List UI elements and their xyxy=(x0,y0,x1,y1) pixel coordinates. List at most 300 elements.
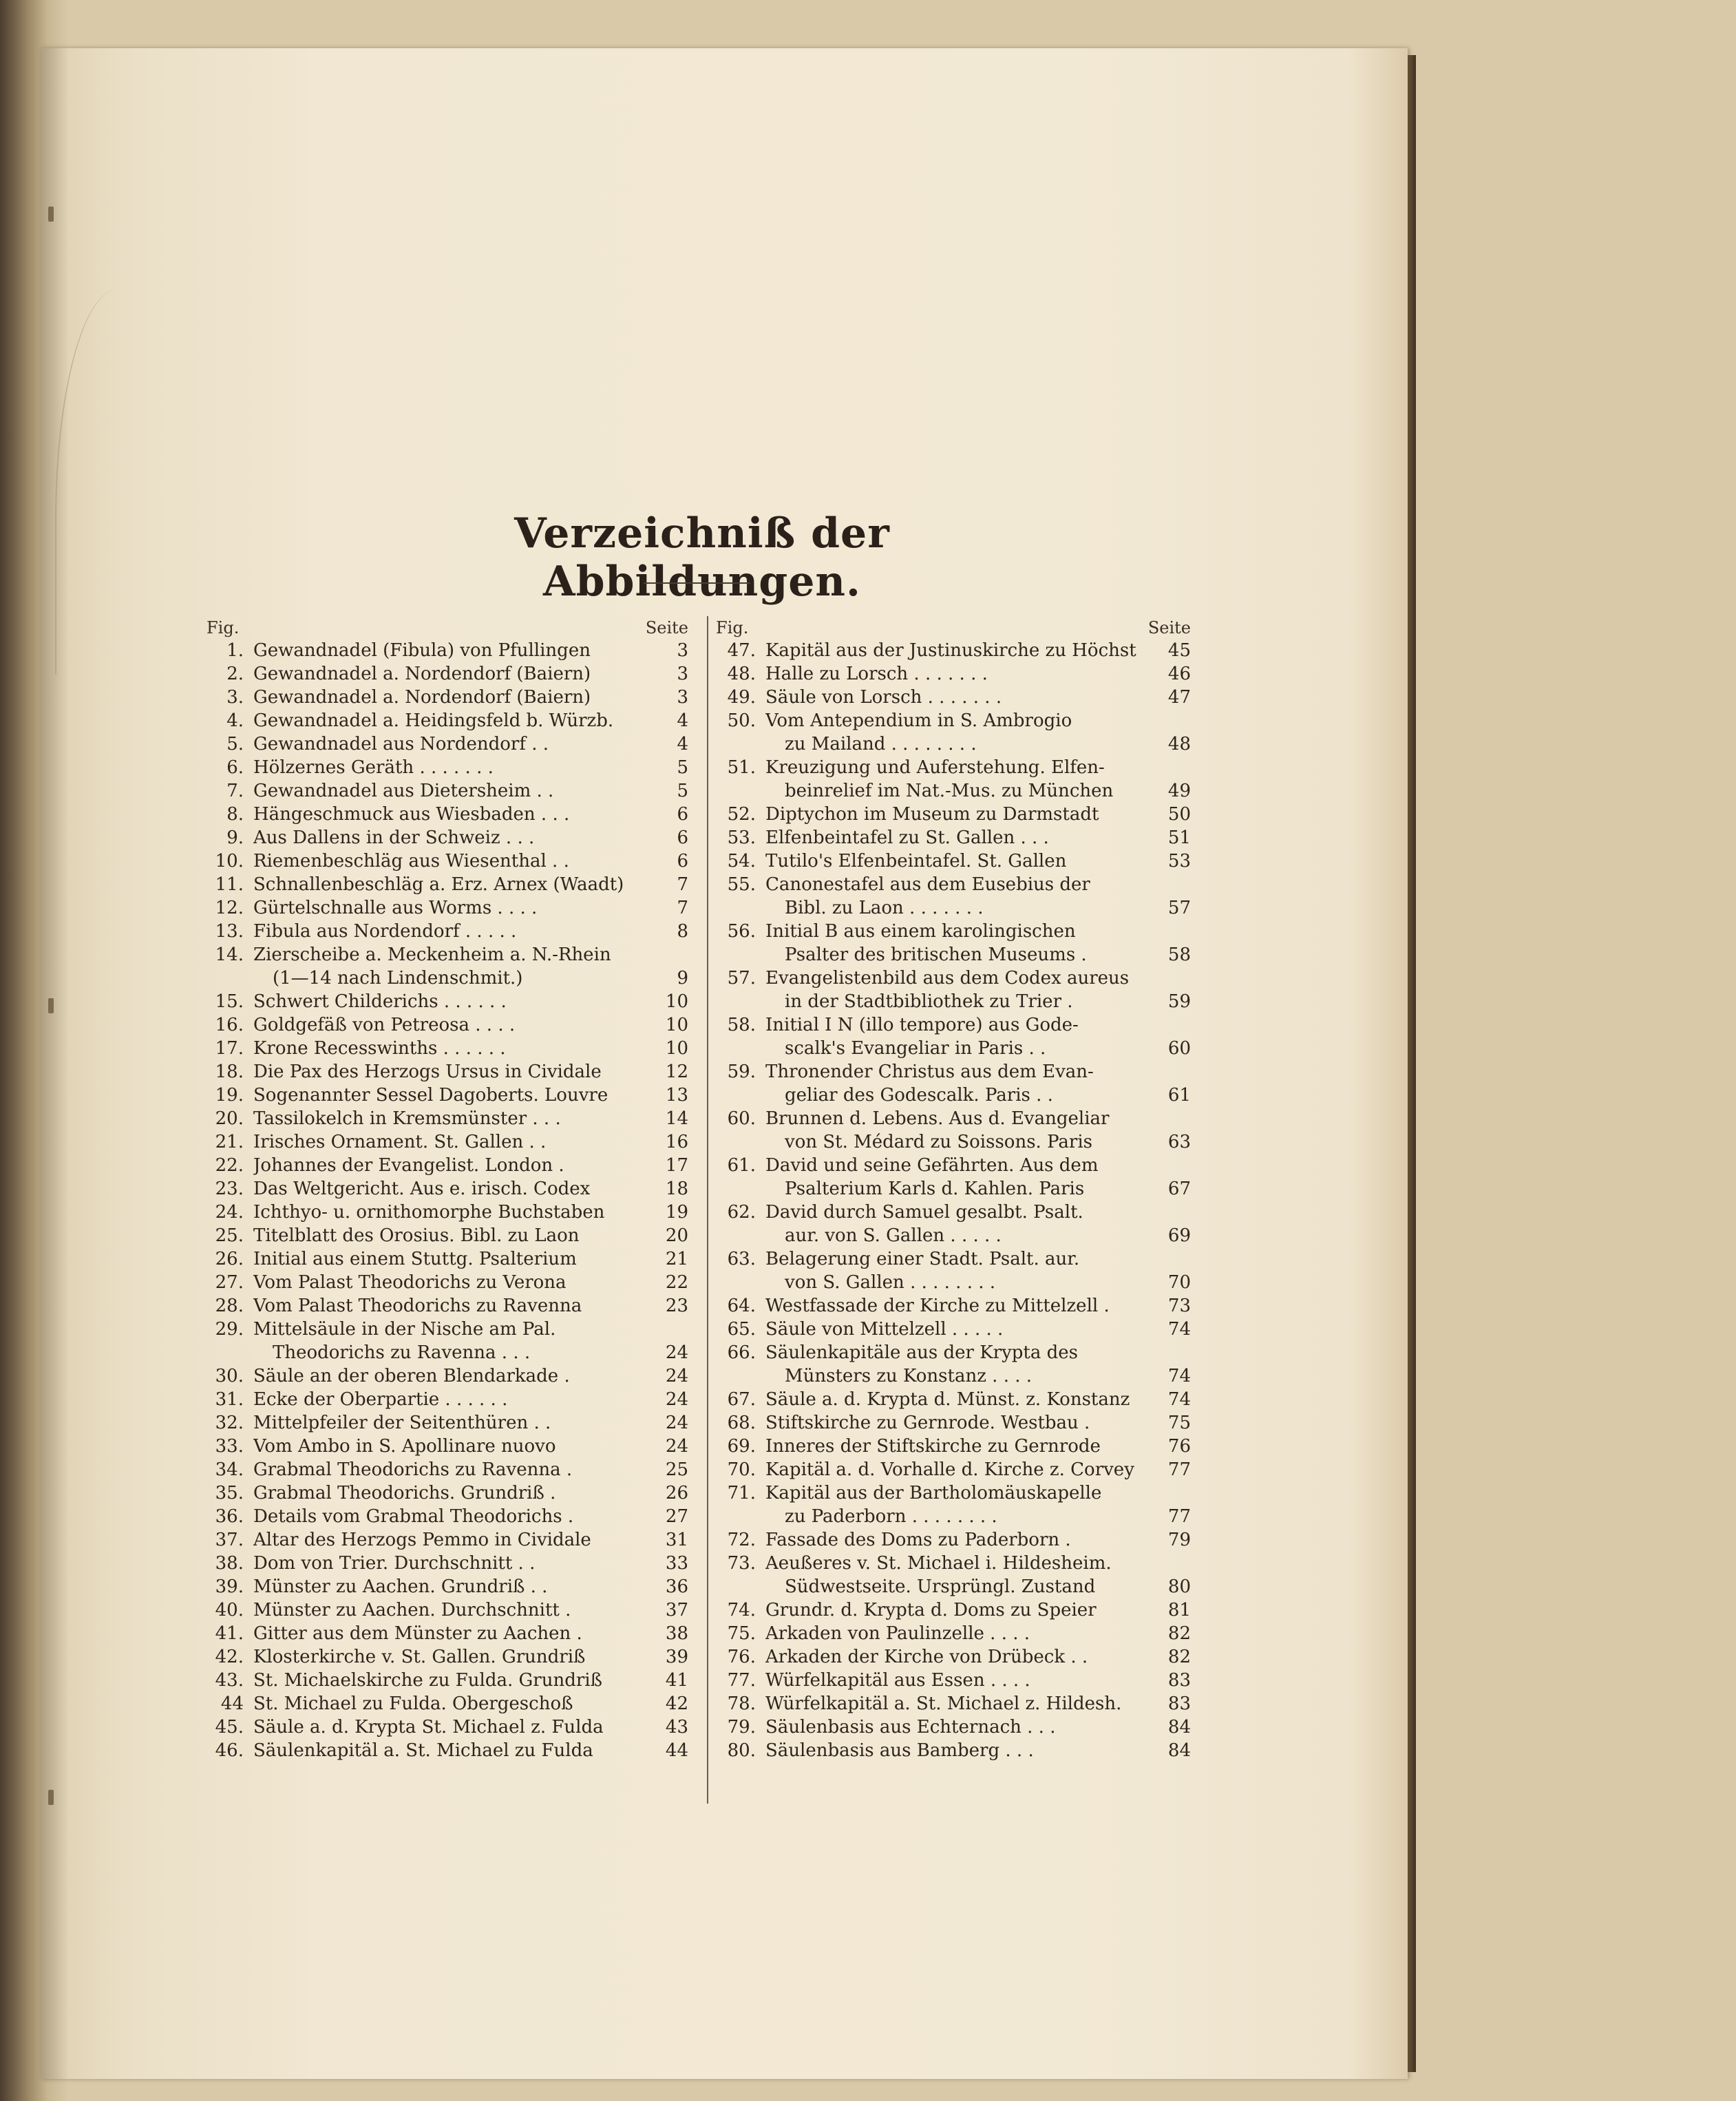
page-number: 3 xyxy=(677,640,688,661)
gutter-shadow xyxy=(41,48,69,2079)
page-number: 19 xyxy=(665,1202,688,1223)
figure-number: 26. xyxy=(215,1249,244,1269)
figure-entry xyxy=(716,1692,1191,1715)
page-number: 13 xyxy=(665,1085,688,1106)
figure-entry xyxy=(207,639,688,662)
page-number: 4 xyxy=(677,734,688,754)
figure-number: 33. xyxy=(215,1436,244,1457)
figure-number: 35. xyxy=(215,1483,244,1503)
page-number: 10 xyxy=(665,1038,688,1059)
figure-caption-line: in der Stadtbibliothek zu Trier . xyxy=(785,991,1073,1012)
figure-number: 67. xyxy=(727,1389,756,1410)
figure-entry xyxy=(716,1435,1191,1458)
figure-number: 1. xyxy=(226,640,244,661)
figure-caption-line: Vom Palast Theodorichs zu Ravenna xyxy=(253,1296,582,1316)
figure-caption-line: Bibl. zu Laon . . . . . . . xyxy=(785,898,984,918)
figure-caption-line: Fassade des Doms zu Paderborn . xyxy=(765,1530,1071,1550)
page-number: 16 xyxy=(665,1132,688,1152)
figure-caption-line: Psalterium Karls d. Kahlen. Paris xyxy=(785,1179,1085,1199)
figure-number: 20. xyxy=(215,1108,244,1129)
figure-number: 52. xyxy=(727,804,756,825)
figure-caption-line: Riemenbeschläg aus Wiesenthal . . xyxy=(253,851,569,872)
figure-caption-line: aur. von S. Gallen . . . . . xyxy=(785,1225,1002,1246)
figure-entry xyxy=(207,1458,688,1481)
figure-entry xyxy=(207,1622,688,1645)
page-title: Verzeichniß der Abbildungen. xyxy=(514,509,890,606)
figure-caption-line: Diptychon im Museum zu Darmstadt xyxy=(765,804,1099,825)
page-number: 42 xyxy=(665,1693,688,1714)
figure-entry xyxy=(207,1481,688,1505)
page-number: 63 xyxy=(1167,1132,1191,1152)
figure-number: 61. xyxy=(727,1155,756,1176)
figure-number: 57. xyxy=(727,968,756,989)
page-number: 36 xyxy=(665,1576,688,1597)
figure-number: 3. xyxy=(226,687,244,708)
figure-caption-line: Gewandnadel (Fibula) von Pfullingen xyxy=(253,640,591,661)
page-number: 82 xyxy=(1167,1647,1191,1667)
page-number: 81 xyxy=(1167,1600,1191,1620)
figure-number: 11. xyxy=(215,874,244,895)
figure-number: 42. xyxy=(215,1647,244,1667)
figure-entry xyxy=(207,1435,688,1458)
page-number: 51 xyxy=(1167,827,1191,848)
figure-number: 70. xyxy=(727,1459,756,1480)
figure-entry xyxy=(716,1318,1191,1341)
figure-caption-line: Canonestafel aus dem Eusebius der xyxy=(765,874,1090,895)
figure-caption-line: Münster zu Aachen. Grundriß . . xyxy=(253,1576,548,1597)
page-number: 69 xyxy=(1167,1225,1191,1246)
page-number: 6 xyxy=(677,827,688,848)
figure-entry xyxy=(207,1505,688,1528)
page-number: 80 xyxy=(1167,1576,1191,1597)
page-number: 10 xyxy=(665,991,688,1012)
figure-number: 41. xyxy=(215,1623,244,1644)
figure-caption-line: Goldgefäß von Petreosa . . . . xyxy=(253,1015,516,1035)
figure-caption-line: Ichthyo- u. ornithomorphe Buchstaben xyxy=(253,1202,605,1223)
figure-caption-line: Gitter aus dem Münster zu Aachen . xyxy=(253,1623,582,1644)
page-number: 43 xyxy=(665,1717,688,1738)
figure-entry xyxy=(716,1294,1191,1318)
binding-stitch xyxy=(48,1790,54,1805)
figure-entry xyxy=(207,1575,688,1598)
figure-caption-line: Arkaden der Kirche von Drübeck . . xyxy=(765,1647,1088,1667)
figure-number: 22. xyxy=(215,1155,244,1176)
figure-entry xyxy=(207,1013,688,1037)
page-number: 14 xyxy=(665,1108,688,1129)
figure-entry xyxy=(207,1247,688,1271)
figure-entry xyxy=(207,1060,688,1084)
page-number: 21 xyxy=(665,1249,688,1269)
figure-entry xyxy=(207,1271,688,1294)
page-number: 53 xyxy=(1167,851,1191,872)
page-number: 5 xyxy=(677,781,688,801)
figure-caption-line: Initial B aus einem karolingischen xyxy=(765,921,1076,942)
figure-number: 6. xyxy=(226,757,244,778)
figure-number: 76. xyxy=(727,1647,756,1667)
figure-number: 30. xyxy=(215,1366,244,1386)
figure-caption-line: Ecke der Oberpartie . . . . . . xyxy=(253,1389,508,1410)
figure-caption-line: St. Michaelskirche zu Fulda. Grundriß xyxy=(253,1670,602,1691)
figure-caption-line: Stiftskirche zu Gernrode. Westbau . xyxy=(765,1413,1090,1433)
page-number: 22 xyxy=(665,1272,688,1293)
figure-caption-line: St. Michael zu Fulda. Obergeschoß xyxy=(253,1693,573,1714)
page-number: 3 xyxy=(677,664,688,684)
page-number: 20 xyxy=(665,1225,688,1246)
figure-number: 73. xyxy=(727,1553,756,1574)
figure-entry xyxy=(207,1084,688,1107)
figure-caption-line: Grabmal Theodorichs. Grundriß . xyxy=(253,1483,556,1503)
figure-number: 31. xyxy=(215,1389,244,1410)
figure-number: 77. xyxy=(727,1670,756,1691)
figure-number: 34. xyxy=(215,1459,244,1480)
page-number: 70 xyxy=(1167,1272,1191,1293)
figure-caption-line: Das Weltgericht. Aus e. irisch. Codex xyxy=(253,1179,591,1199)
figure-entry xyxy=(207,732,688,756)
seite-header: Seite xyxy=(645,618,688,637)
figure-entry xyxy=(716,873,1191,920)
figure-caption-line: Arkaden von Paulinzelle . . . . xyxy=(765,1623,1030,1644)
figure-number: 51. xyxy=(727,757,756,778)
page-number: 75 xyxy=(1167,1413,1191,1433)
figure-caption-line: Säulenbasis aus Bamberg . . . xyxy=(765,1740,1034,1761)
figure-number: 58. xyxy=(727,1015,756,1035)
page-number: 48 xyxy=(1167,734,1191,754)
figure-entry xyxy=(716,1481,1191,1528)
figure-number: 75. xyxy=(727,1623,756,1644)
figure-number: 59. xyxy=(727,1062,756,1082)
page-number: 74 xyxy=(1167,1389,1191,1410)
figure-caption-line: Säule von Mittelzell . . . . . xyxy=(765,1319,1004,1340)
figure-entry xyxy=(716,1528,1191,1552)
figure-number: 14. xyxy=(215,944,244,965)
page-number: 33 xyxy=(665,1553,688,1574)
page-number: 17 xyxy=(665,1155,688,1176)
figure-entry xyxy=(207,1739,688,1762)
figure-entry xyxy=(716,1013,1191,1060)
figure-caption-line: Inneres der Stiftskirche zu Gernrode xyxy=(765,1436,1101,1457)
figure-entry xyxy=(716,1201,1191,1247)
figure-number: 54. xyxy=(727,851,756,872)
figure-caption-line: Titelblatt des Orosius. Bibl. zu Laon xyxy=(253,1225,580,1246)
figure-caption-line: Münster zu Aachen. Durchschnitt . xyxy=(253,1600,571,1620)
page-number: 4 xyxy=(677,710,688,731)
figure-number: 27. xyxy=(215,1272,244,1293)
page-number: 76 xyxy=(1167,1436,1191,1457)
figure-caption-line: Vom Antependium in S. Ambrogio xyxy=(765,710,1072,731)
figure-caption-line: Kreuzigung und Auferstehung. Elfen- xyxy=(765,757,1105,778)
figure-entry xyxy=(716,1107,1191,1154)
figure-number: 38. xyxy=(215,1553,244,1574)
figure-caption-line: Initial I N (illo tempore) aus Gode- xyxy=(765,1015,1079,1035)
figure-entry xyxy=(716,1388,1191,1411)
figure-caption-line: Säule a. d. Krypta d. Münst. z. Konstanz xyxy=(765,1389,1130,1410)
figure-entry xyxy=(716,756,1191,803)
page-number: 6 xyxy=(677,804,688,825)
figure-caption-line: Schnallenbeschläg a. Erz. Arnex (Waadt) xyxy=(253,874,624,895)
figure-caption-line: Sogenannter Sessel Dagoberts. Louvre xyxy=(253,1085,608,1106)
figure-number: 60. xyxy=(727,1108,756,1129)
figure-entry xyxy=(716,1598,1191,1622)
figure-entry xyxy=(716,1458,1191,1481)
figure-caption-line: (1—14 nach Lindenschmit.) xyxy=(273,968,523,989)
figure-entry xyxy=(207,709,688,732)
page-number: 31 xyxy=(665,1530,688,1550)
figure-entry xyxy=(207,1201,688,1224)
figure-caption-line: Kapitäl a. d. Vorhalle d. Kirche z. Corvey xyxy=(765,1459,1134,1480)
figure-entry xyxy=(716,639,1191,662)
figure-entry xyxy=(716,1411,1191,1435)
figure-entry xyxy=(207,1388,688,1411)
figure-entry xyxy=(207,1528,688,1552)
figure-caption-line: Psalter des britischen Museums . xyxy=(785,944,1087,965)
page-number: 67 xyxy=(1167,1179,1191,1199)
figure-entry xyxy=(207,686,688,709)
figure-entry xyxy=(716,803,1191,826)
page-number: 45 xyxy=(1167,640,1191,661)
figure-number: 24. xyxy=(215,1202,244,1223)
figure-caption-line: Gewandnadel aus Nordendorf . . xyxy=(253,734,549,754)
figure-caption-line: Mittelsäule in der Nische am Pal. xyxy=(253,1319,556,1340)
figure-number: 66. xyxy=(727,1342,756,1363)
figure-entry xyxy=(207,1552,688,1575)
figure-number: 80. xyxy=(727,1740,756,1761)
figure-caption-line: Krone Recesswinths . . . . . . xyxy=(253,1038,506,1059)
fig-header: Fig. xyxy=(716,618,749,637)
figure-caption-line: Gewandnadel a. Nordendorf (Baiern) xyxy=(253,664,591,684)
page-number: 27 xyxy=(665,1506,688,1527)
page-number: 49 xyxy=(1167,781,1191,801)
figure-caption-line: beinrelief im Nat.-Mus. zu München xyxy=(785,781,1114,801)
figure-number: 45. xyxy=(215,1717,244,1738)
figure-number: 37. xyxy=(215,1530,244,1550)
figure-entry xyxy=(716,1622,1191,1645)
figure-caption-line: Altar des Herzogs Pemmo in Cividale xyxy=(253,1530,591,1550)
figure-caption-line: Kapitäl aus der Justinuskirche zu Höchst xyxy=(765,640,1136,661)
figure-number: 72. xyxy=(727,1530,756,1550)
figure-entry xyxy=(207,1364,688,1388)
figure-entry xyxy=(716,826,1191,849)
page-number: 24 xyxy=(665,1389,688,1410)
page-number: 57 xyxy=(1167,898,1191,918)
figure-caption-line: von St. Médard zu Soissons. Paris xyxy=(785,1132,1092,1152)
figure-number: 29. xyxy=(215,1319,244,1340)
figure-entry xyxy=(207,826,688,849)
figure-number: 10. xyxy=(215,851,244,872)
figure-caption-line: Kapitäl aus der Bartholomäuskapelle xyxy=(765,1483,1102,1503)
figure-number: 8. xyxy=(226,804,244,825)
figure-caption-line: David und seine Gefährten. Aus dem xyxy=(765,1155,1099,1176)
page-number: 24 xyxy=(665,1436,688,1457)
figure-caption-line: Fibula aus Nordendorf . . . . . xyxy=(253,921,517,942)
page-number: 41 xyxy=(665,1670,688,1691)
figure-caption-line: Thronender Christus aus dem Evan- xyxy=(765,1062,1094,1082)
figure-caption-line: Vom Palast Theodorichs zu Verona xyxy=(253,1272,567,1293)
page-number: 84 xyxy=(1167,1740,1191,1761)
figure-caption-line: Mittelpfeiler der Seitenthüren . . xyxy=(253,1413,551,1433)
figure-number: 71. xyxy=(727,1483,756,1503)
figure-number: 44 xyxy=(220,1693,244,1714)
figure-caption-line: Südwestseite. Ursprüngl. Zustand xyxy=(785,1576,1096,1597)
page-edge xyxy=(1408,55,1416,2072)
page-number: 5 xyxy=(677,757,688,778)
figure-entry xyxy=(716,662,1191,686)
figure-entry xyxy=(716,1060,1191,1107)
figure-number: 74. xyxy=(727,1600,756,1620)
figure-caption-line: Elfenbeintafel zu St. Gallen . . . xyxy=(765,827,1049,848)
figure-caption-line: Aus Dallens in der Schweiz . . . xyxy=(253,827,535,848)
figure-entry xyxy=(716,1715,1191,1739)
figure-entry xyxy=(207,1411,688,1435)
figure-caption-line: zu Mailand . . . . . . . . xyxy=(785,734,977,754)
page-number: 74 xyxy=(1167,1366,1191,1386)
figure-entry xyxy=(716,1341,1191,1388)
figure-number: 53. xyxy=(727,827,756,848)
page-number: 26 xyxy=(665,1483,688,1503)
figure-entry xyxy=(207,1692,688,1715)
binding-stitch xyxy=(48,998,54,1013)
page-number: 10 xyxy=(665,1015,688,1035)
figure-caption-line: Säule a. d. Krypta St. Michael z. Fulda xyxy=(253,1717,604,1738)
figure-entry xyxy=(207,943,688,990)
figure-entry xyxy=(207,756,688,779)
figure-number: 28. xyxy=(215,1296,244,1316)
figure-caption-line: Münsters zu Konstanz . . . . xyxy=(785,1366,1033,1386)
figure-caption-line: Klosterkirche v. St. Gallen. Grundriß xyxy=(253,1647,586,1667)
figure-caption-line: Gewandnadel a. Nordendorf (Baiern) xyxy=(253,687,591,708)
page-number: 24 xyxy=(665,1413,688,1433)
figure-caption-line: Irisches Ornament. St. Gallen . . xyxy=(253,1132,547,1152)
figure-caption-line: Halle zu Lorsch . . . . . . . xyxy=(765,664,988,684)
figure-caption-line: Gürtelschnalle aus Worms . . . . xyxy=(253,898,538,918)
figure-number: 55. xyxy=(727,874,756,895)
figure-number: 43. xyxy=(215,1670,244,1691)
title-divider xyxy=(644,582,750,584)
figure-caption-line: Würfelkapitäl aus Essen . . . . xyxy=(765,1670,1030,1691)
figure-caption-line: Westfassade der Kirche zu Mittelzell . xyxy=(765,1296,1110,1316)
page-number: 24 xyxy=(665,1366,688,1386)
figure-entry xyxy=(716,1669,1191,1692)
figure-entry xyxy=(716,1154,1191,1201)
figure-entry xyxy=(207,1715,688,1739)
page-number: 83 xyxy=(1167,1693,1191,1714)
page-number: 82 xyxy=(1167,1623,1191,1644)
figure-number: 12. xyxy=(215,898,244,918)
figure-number: 50. xyxy=(727,710,756,731)
figure-caption-line: Schwert Childerichs . . . . . . xyxy=(253,991,507,1012)
figure-number: 47. xyxy=(727,640,756,661)
binding-stitch xyxy=(48,207,54,222)
page-number: 77 xyxy=(1167,1506,1191,1527)
page-number: 24 xyxy=(665,1342,688,1363)
figure-caption-line: von S. Gallen . . . . . . . . xyxy=(785,1272,996,1293)
fig-header: Fig. xyxy=(207,618,240,637)
page-number: 74 xyxy=(1167,1319,1191,1340)
page-number: 39 xyxy=(665,1647,688,1667)
figure-entry xyxy=(207,849,688,873)
page-number: 12 xyxy=(665,1062,688,1082)
page-number: 83 xyxy=(1167,1670,1191,1691)
page-number: 84 xyxy=(1167,1717,1191,1738)
page-number: 37 xyxy=(665,1600,688,1620)
figure-caption-line: scalk's Evangeliar in Paris . . xyxy=(785,1038,1046,1059)
figure-entry xyxy=(716,1247,1191,1294)
figure-number: 78. xyxy=(727,1693,756,1714)
figure-entry xyxy=(207,1598,688,1622)
figure-number: 9. xyxy=(226,827,244,848)
figure-entry xyxy=(207,1294,688,1318)
figure-number: 7. xyxy=(226,781,244,801)
page-number: 3 xyxy=(677,687,688,708)
figure-entry xyxy=(716,1739,1191,1762)
figure-entry xyxy=(207,896,688,920)
figure-caption-line: Gewandnadel aus Dietersheim . . xyxy=(253,781,554,801)
page-number: 58 xyxy=(1167,944,1191,965)
figure-entry xyxy=(207,1224,688,1247)
figure-caption-line: Hängeschmuck aus Wiesbaden . . . xyxy=(253,804,570,825)
column-divider xyxy=(707,616,708,1804)
figure-number: 4. xyxy=(226,710,244,731)
figure-number: 2. xyxy=(226,664,244,684)
figure-caption-line: Evangelistenbild aus dem Codex aureus xyxy=(765,968,1130,989)
figure-number: 46. xyxy=(215,1740,244,1761)
figure-caption-line: Grundr. d. Krypta d. Doms zu Speier xyxy=(765,1600,1097,1620)
figure-entry xyxy=(207,990,688,1013)
figure-entry xyxy=(207,1037,688,1060)
figure-caption-line: Würfelkapitäl a. St. Michael z. Hildesh. xyxy=(765,1693,1122,1714)
figure-caption-line: Säule an der oberen Blendarkade . xyxy=(253,1366,570,1386)
page-number: 46 xyxy=(1167,664,1191,684)
figure-entry xyxy=(716,967,1191,1013)
figure-number: 23. xyxy=(215,1179,244,1199)
figure-number: 18. xyxy=(215,1062,244,1082)
figure-number: 21. xyxy=(215,1132,244,1152)
figure-number: 63. xyxy=(727,1249,756,1269)
page-number: 77 xyxy=(1167,1459,1191,1480)
page-number: 47 xyxy=(1167,687,1191,708)
right-column xyxy=(716,614,1191,1762)
figure-entry xyxy=(716,849,1191,873)
figure-number: 65. xyxy=(727,1319,756,1340)
left-column xyxy=(207,614,688,1762)
figure-entry xyxy=(716,686,1191,709)
figure-entry xyxy=(207,1645,688,1669)
page-number: 60 xyxy=(1167,1038,1191,1059)
figure-entry xyxy=(207,662,688,686)
page-number: 44 xyxy=(665,1740,688,1761)
figure-caption-line: Vom Ambo in S. Apollinare nuovo xyxy=(253,1436,556,1457)
page-number: 7 xyxy=(677,898,688,918)
figure-entry xyxy=(716,1552,1191,1598)
figure-caption-line: Dom von Trier. Durchschnitt . . xyxy=(253,1553,536,1574)
figure-entry xyxy=(207,1318,688,1364)
figure-entry xyxy=(207,779,688,803)
figure-number: 64. xyxy=(727,1296,756,1316)
figure-caption-line: Tassilokelch in Kremsmünster . . . xyxy=(253,1108,561,1129)
figure-caption-line: zu Paderborn . . . . . . . . xyxy=(785,1506,997,1527)
figure-caption-line: Hölzernes Geräth . . . . . . . xyxy=(253,757,494,778)
figure-number: 69. xyxy=(727,1436,756,1457)
figure-caption-line: Säulenbasis aus Echternach . . . xyxy=(765,1717,1056,1738)
figure-entry xyxy=(207,1177,688,1201)
figure-caption-line: geliar des Godescalk. Paris . . xyxy=(785,1085,1053,1106)
figure-number: 39. xyxy=(215,1576,244,1597)
figure-number: 13. xyxy=(215,921,244,942)
figure-caption-line: Säule von Lorsch . . . . . . . xyxy=(765,687,1002,708)
figure-caption-line: Gewandnadel a. Heidingsfeld b. Würzb. xyxy=(253,710,614,731)
figure-caption-line: Initial aus einem Stuttg. Psalterium xyxy=(253,1249,577,1269)
figure-caption-line: Johannes der Evangelist. London . xyxy=(253,1155,564,1176)
page-number: 38 xyxy=(665,1623,688,1644)
